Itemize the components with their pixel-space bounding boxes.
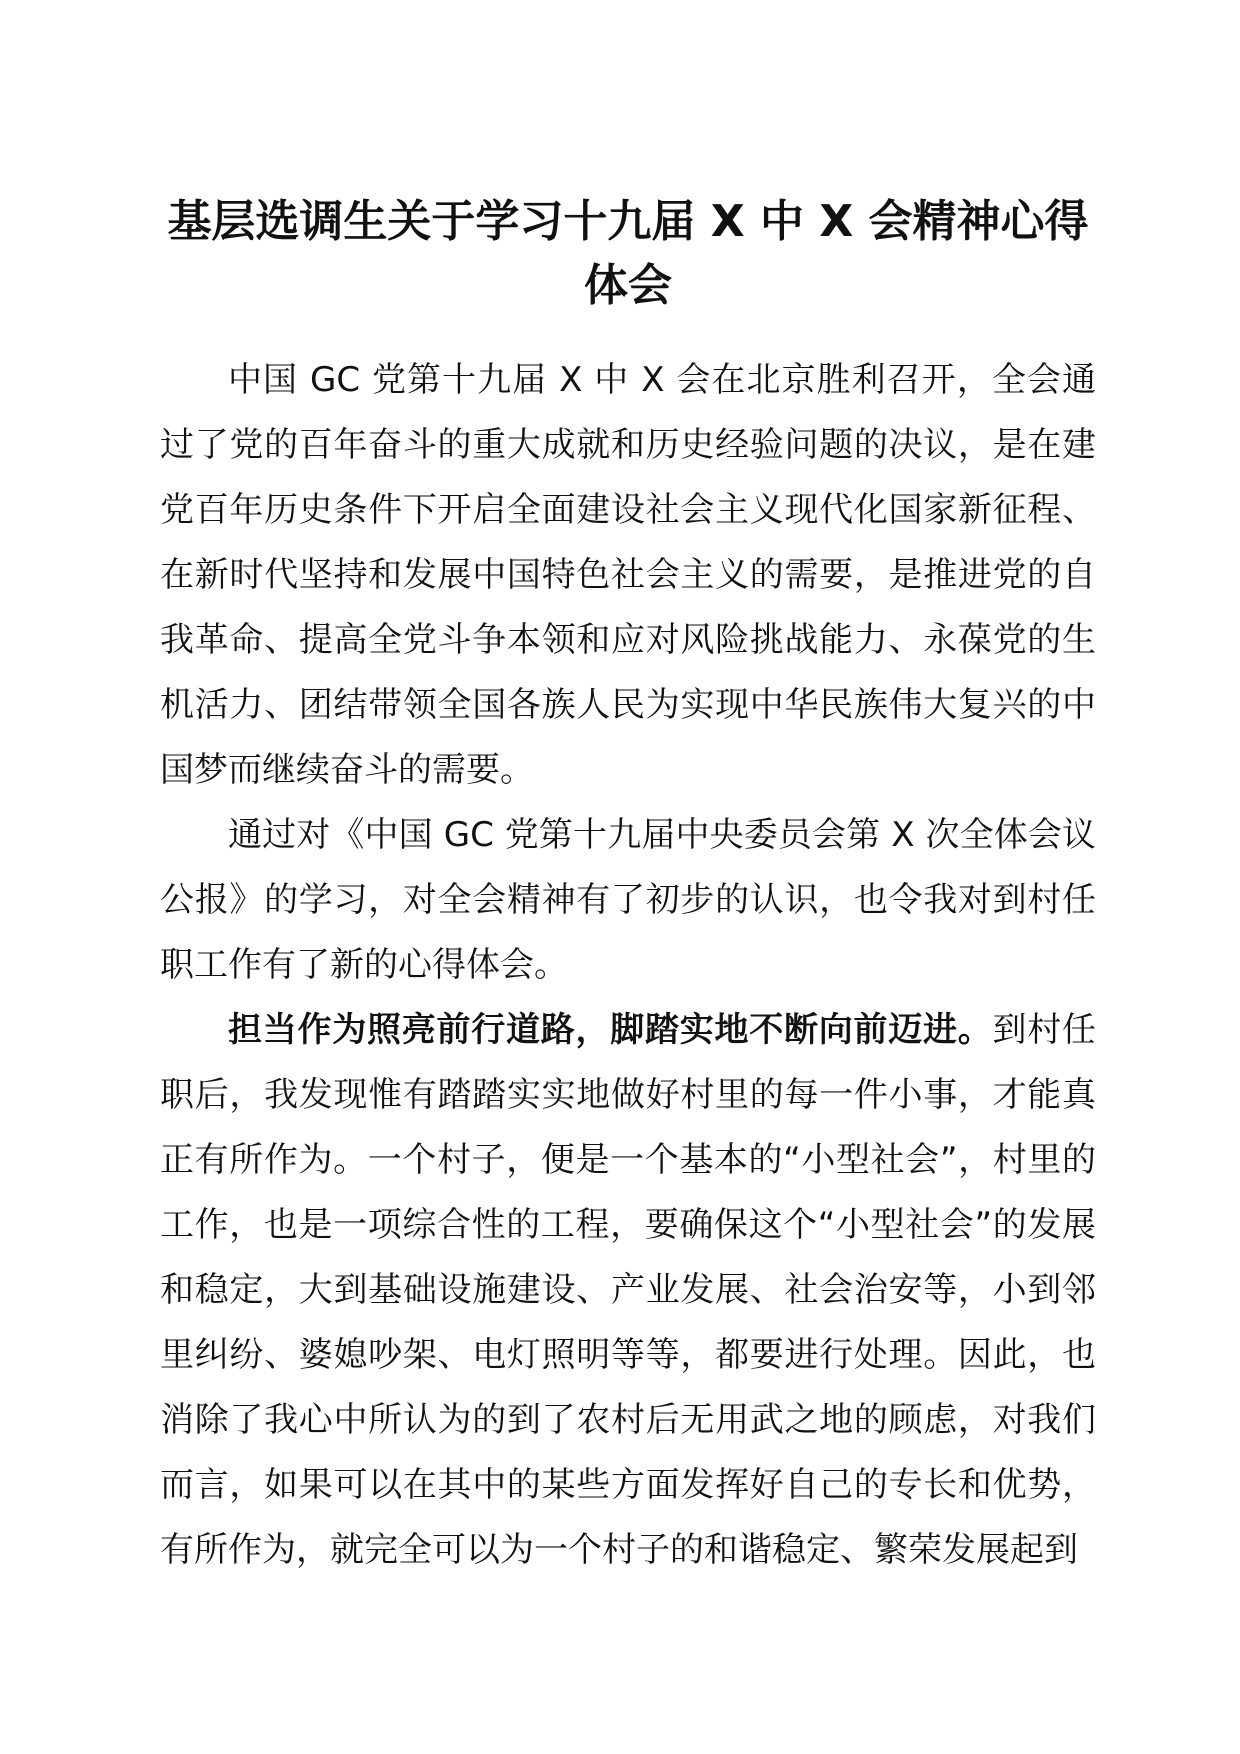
title-line-1: 基层选调生关于学习十九届 X 中 X 会精神心得 — [167, 196, 1089, 247]
document-page — [160, 190, 1096, 1583]
paragraph-3-lead: 担当作为照亮前行道路，脚踏实地不断向前迈进。 — [228, 1010, 993, 1050]
paragraph-2-text: 通过对《中国 GC 党第十九届中央委员会第 X 次全体会议公报》的学习，对全会精神有了初步的认识，也令我对到村任职工作有了新的心得体会。 — [160, 815, 1096, 985]
title-line-2: 体会 — [584, 260, 672, 311]
paragraph-3-text: 到村任职后，我发现惟有踏踏实实地做好村里的每一件小事，才能真正有所作为。一个村子，便是一个基本的“小型社会”，村里的工作，也是一项综合性的工程，要确保这个“小型社会”的发展和稳定，大到基础设施建设、产业发展、社会治安等，小到邻里纠纷、婆媳吵架、电灯照明等等，都要进行处理。因此，也消除了我心中所认为的到了农村后无用武之地的顾虑，对我们而言，如果可以在其中的某些方面发挥好自己的专长和优势，有所作为，就完全可以为一个村子的和谐稳定、繁荣发展起到 — [160, 1010, 1096, 1570]
document-title — [160, 190, 1096, 318]
paragraph-1 — [160, 348, 1096, 803]
document-body — [160, 348, 1096, 1583]
paragraph-1-text: 中国 GC 党第十九届 X 中 X 会在北京胜利召开，全会通过了党的百年奋斗的重大成就和历史经验问题的决议，是在建党百年历史条件下开启全面建设社会主义现代化国家新征程、在新时代坚持和发展中国特色社会主义的需要，是推进党的自我革命、提高全党斗争本领和应对风险挑战能力、永葆党的生机活力、团结带领全国各族人民为实现中华民族伟大复兴的中国梦而继续奋斗的需要。 — [160, 360, 1096, 790]
paragraph-3 — [160, 998, 1096, 1583]
paragraph-2 — [160, 803, 1096, 998]
